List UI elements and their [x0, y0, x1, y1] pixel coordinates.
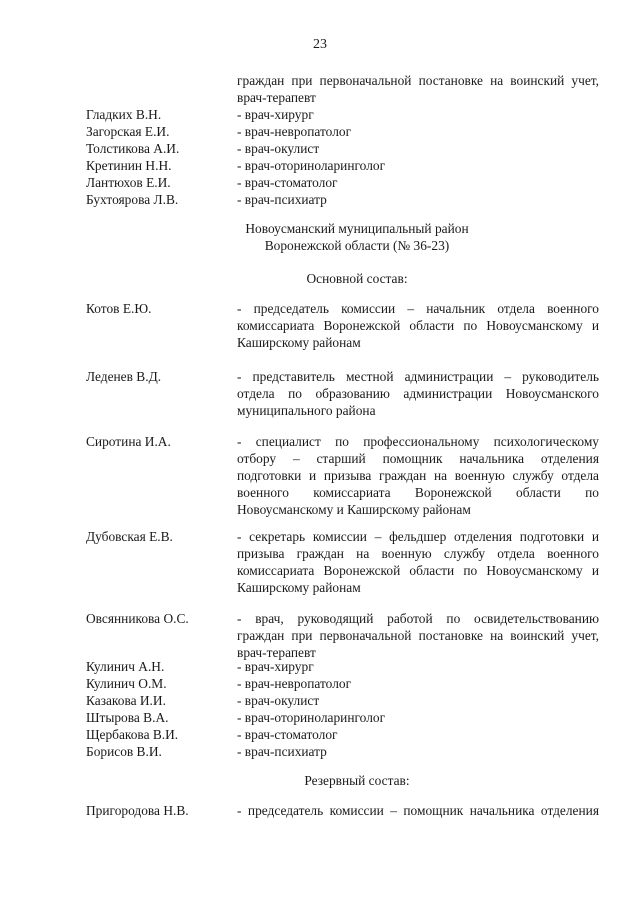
member-description-line: - специалист по профессиональному психологическому: [237, 434, 599, 449]
member-name: Котов Е.Ю.: [86, 301, 152, 316]
member-description-line: граждан при первоначальной постановке на воинский учет,: [237, 628, 599, 643]
page-number: 23: [313, 37, 327, 52]
district-title-line2: Воронежской области (№ 36-23): [264, 238, 450, 253]
doctor-role: - врач-стоматолог: [237, 175, 338, 190]
member-description-line: муниципального района: [237, 403, 376, 418]
member-description-line: комиссариата Воронежской области по Новоусманскому и: [237, 318, 599, 333]
continuation-line: врач-терапевт: [237, 90, 316, 105]
main-composition-heading: Основной состав:: [306, 271, 408, 286]
doctor-role: - врач-невропатолог: [237, 124, 352, 139]
doctor-name: Кулинич А.Н.: [86, 659, 165, 674]
doctor-name: Толстикова А.И.: [86, 141, 180, 156]
member-description-line: - представитель местной администрации – руководитель: [237, 369, 599, 384]
doctor-name: Лантюхов Е.И.: [86, 175, 171, 190]
member-description-line: призыва граждан на военную службу отдела военного: [237, 546, 599, 561]
continuation-line: граждан при первоначальной постановке на воинский учет,: [237, 73, 599, 88]
doctor-role: - врач-оториноларинголог: [237, 710, 386, 725]
doctor-role: - врач-хирург: [237, 659, 314, 674]
doctor-name: Борисов В.И.: [86, 744, 162, 759]
member-name: Леденев В.Д.: [86, 369, 162, 384]
member-description-line: - врач, руководящий работой по освидетельствованию: [237, 611, 599, 626]
doctor-name: Гладких В.Н.: [86, 107, 162, 122]
doctor-role: - врач-окулист: [237, 141, 320, 156]
doctor-role: - врач-психиатр: [237, 744, 327, 759]
member-name: Овсянникова О.С.: [86, 611, 189, 626]
doctor-role: - врач-оториноларинголог: [237, 158, 386, 173]
member-description-line: - председатель комиссии – начальник отдела военного: [237, 301, 599, 316]
member-description: [237, 300, 599, 351]
district-title-line1: Новоусманский муниципальный район: [245, 221, 469, 236]
member-description-line: подготовки и призыва граждан на военную службу отдела: [237, 468, 599, 483]
member-name: Дубовская Е.В.: [86, 529, 173, 544]
member-description: [237, 802, 599, 819]
member-description-line: Каширскому районам: [237, 335, 361, 350]
doctor-name: Кулинич О.М.: [86, 676, 167, 691]
doctor-name: Загорская Е.И.: [86, 124, 170, 139]
member-description-line: комиссариата Воронежской области по Новоусманскому и: [237, 563, 599, 578]
member-name: Пригородова Н.В.: [86, 803, 189, 818]
member-description-line: Новоусманскому и Каширскому районам: [237, 502, 471, 517]
doctor-role: - врач-окулист: [237, 693, 320, 708]
doctor-name: Казакова И.И.: [86, 693, 166, 708]
doctor-role: - врач-невропатолог: [237, 676, 352, 691]
member-description-line: отбору – старший помощник начальника отделения: [237, 451, 599, 466]
member-description: [237, 433, 599, 518]
member-description-line: - председатель комиссии – помощник начальника отделения: [237, 803, 599, 818]
reserve-composition-heading: Резервный состав:: [304, 773, 410, 788]
doctor-name: Штырова В.А.: [86, 710, 169, 725]
member-description: [237, 368, 599, 419]
member-name: Сиротина И.А.: [86, 434, 171, 449]
member-description-line: Каширскому районам: [237, 580, 361, 595]
member-description: [237, 528, 599, 596]
continuation-paragraph: [237, 72, 599, 106]
member-description-line: отдела по образованию администрации Новоусманского: [237, 386, 599, 401]
member-description-line: врач-терапевт: [237, 645, 316, 660]
doctor-name: Кретинин Н.Н.: [86, 158, 172, 173]
doctor-role: - врач-стоматолог: [237, 727, 338, 742]
member-description-line: военного комиссариата Воронежской области по: [237, 485, 599, 500]
doctor-name: Щербакова В.И.: [86, 727, 179, 742]
doctor-role: - врач-психиатр: [237, 192, 327, 207]
member-description-line: - секретарь комиссии – фельдшер отделения подготовки и: [237, 529, 599, 544]
member-description: [237, 610, 599, 661]
doctor-role: - врач-хирург: [237, 107, 314, 122]
doctor-name: Бухтоярова Л.В.: [86, 192, 179, 207]
